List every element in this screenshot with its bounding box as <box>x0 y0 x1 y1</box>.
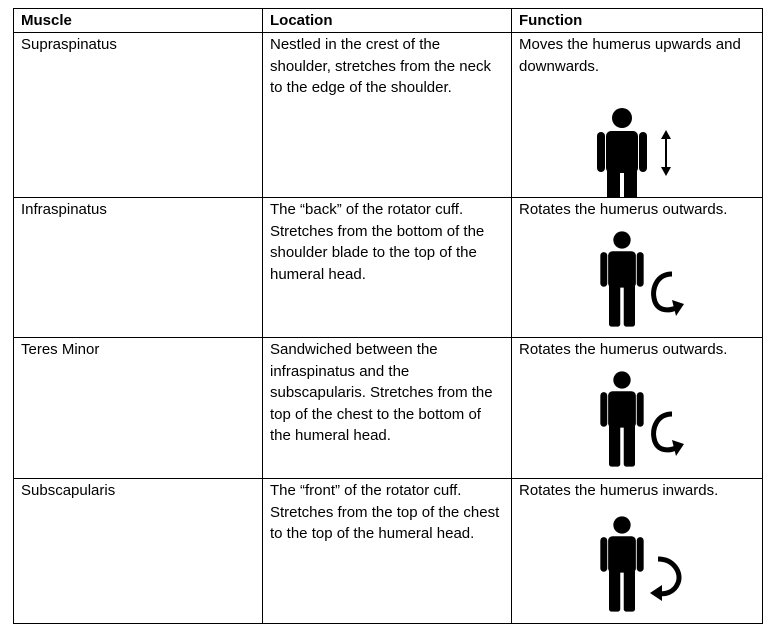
location-cell: Sandwiched between the infraspinatus and the subscapularis. Stretches from the top of the chest to the bottom of the humeral head. <box>263 338 512 479</box>
function-cell <box>512 198 763 338</box>
location-cell: The “front” of the rotator cuff. Stretches from the top of the chest to the top of the humeral head. <box>263 479 512 624</box>
muscle-cell: Supraspinatus <box>14 33 263 198</box>
function-text: Rotates the humerus outwards. <box>519 341 728 358</box>
table-row <box>14 33 763 198</box>
header-function: Function <box>512 9 763 33</box>
function-cell <box>512 479 763 624</box>
function-text: Rotates the humerus outwards. <box>519 201 728 218</box>
function-text: Moves the humerus upwards and downwards. <box>519 36 741 75</box>
muscle-cell: Infraspinatus <box>14 198 263 338</box>
table-row <box>14 338 763 479</box>
person-rotate-outward-icon <box>592 364 702 479</box>
header-location: Location <box>263 9 512 33</box>
person-rotate-outward-icon <box>592 224 702 338</box>
location-cell: Nestled in the crest of the shoulder, stretches from the neck to the edge of the shoulder. <box>263 33 512 198</box>
table-row <box>14 479 763 624</box>
header-muscle: Muscle <box>14 9 263 33</box>
function-text: Rotates the humerus inwards. <box>519 482 719 499</box>
person-up-down-arrow-icon <box>592 108 702 198</box>
person-rotate-inward-icon <box>592 509 702 624</box>
location-cell: The “back” of the rotator cuff. Stretches from the bottom of the shoulder blade to the top of the humeral head. <box>263 198 512 338</box>
muscle-cell: Subscapularis <box>14 479 263 624</box>
rotator-cuff-table <box>13 8 763 624</box>
function-cell <box>512 33 763 198</box>
function-cell <box>512 338 763 479</box>
table-header-row <box>14 9 763 33</box>
table-row <box>14 198 763 338</box>
muscle-cell: Teres Minor <box>14 338 263 479</box>
